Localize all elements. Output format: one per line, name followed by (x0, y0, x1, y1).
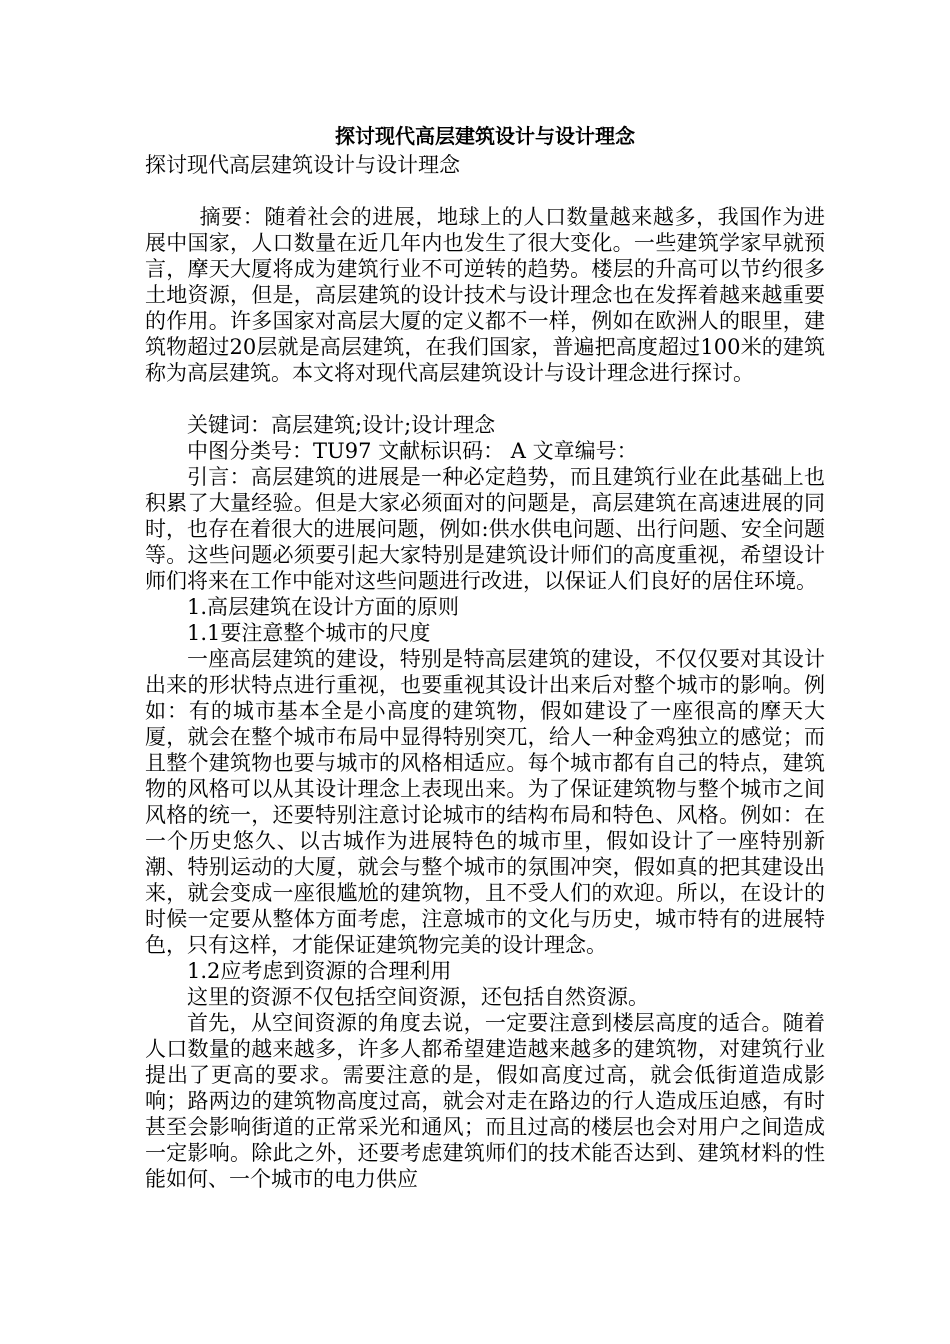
body-paragraph-1-1: 一座高层建筑的建设，特别是特高层建筑的建设，不仅仅要对其设计出来的形状特点进行重视，也要重视其设计出来后对整个城市的影响。例如：有的城市基本全是小高度的建筑物，假如建设了一座很高的摩天大厦，就会在整个城市布局中显得特别突兀，给人一种金鸡独立的感觉；而且整个建筑物也要与城市的风格相适应。每个城市都有自己的特点，建筑物的风格可以从其设计理念上表现出来。为了保证建筑物与整个城市之间风格的统一，还要特别注意讨论城市的结构布局和特色、风格。例如：在一个历史悠久、以古城作为进展特色的城市里，假如设计了一座特别新潮、特别运动的大厦，就会与整个城市的氛围冲突，假如真的把其建设出来，就会变成一座很尴尬的建筑物，且不受人们的欢迎。所以，在设计的时候一定要从整体方面考虑，注意城市的文化与历史，城市特有的进展特色，只有这样，才能保证建筑物完美的设计理念。 (145, 647, 825, 957)
document-page (145, 120, 825, 1192)
section-heading-1-2: 1.2应考虑到资源的合理利用 (187, 959, 452, 983)
body-paragraph-1-2a: 这里的资源不仅包括空间资源，还包括自然资源。 (187, 985, 649, 1009)
paragraph-gap (145, 386, 825, 412)
abstract-paragraph: 摘要：随着社会的进展，地球上的人口数量越来越多，我国作为进展中国家，人口数量在近几年内也发生了很大变化。一些建筑学家早就预言，摩天大厦将成为建筑行业不可逆转的趋势。楼层的升高可以节约很多土地资源，但是，高层建筑的设计技术与设计理念也在发挥着越来越重要的作用。许多国家对高层大厦的定义都不一样，例如在欧洲人的眼里，建筑物超过20层就是高层建筑，在我们国家，普遍把高度超过100米的建筑称为高层建筑。本文将对现代高层建筑设计与设计理念进行探讨。 (145, 205, 825, 385)
document-title: 探讨现代高层建筑设计与设计理念 (335, 124, 635, 148)
body-paragraph-1-2b: 首先，从空间资源的角度去说，一定要注意到楼层高度的适合。随着人口数量的越来越多，许多人都希望建造越来越多的建筑物，对建筑行业提出了更高的要求。需要注意的是，假如高度过高，就会低街道造成影响；路两边的建筑物高度过高，就会对走在路边的行人造成压迫感，有时甚至会影响街道的正常采光和通风；而且过高的楼层也会对用户之间造成一定影响。除此之外，还要考虑建筑师们的技术能否达到、建筑材料的性能如何、一个城市的电力供应 (145, 1011, 825, 1191)
intro-paragraph: 引言：高层建筑的进展是一种必定趋势，而且建筑行业在此基础上也积累了大量经验。但是大家必须面对的问题是，高层建筑在高速进展的同时，也存在着很大的进展问题，例如:供水供电问题、出行问题、安全问题等。这些问题必须要引起大家特别是建筑设计师们的高度重视，希望设计师们将来在工作中能对这些问题进行改进，以保证人们良好的居住环境。 (145, 465, 825, 593)
document-subtitle: 探讨现代高层建筑设计与设计理念 (145, 153, 460, 177)
keywords-line: 关键词：高层建筑;设计;设计理念 (187, 413, 496, 437)
section-heading-1: 1.高层建筑在设计方面的原则 (187, 595, 460, 619)
classification-line: 中图分类号：TU97 文献标识码： A 文章编号： (187, 439, 638, 463)
section-heading-1-1: 1.1要注意整个城市的尺度 (187, 621, 431, 645)
